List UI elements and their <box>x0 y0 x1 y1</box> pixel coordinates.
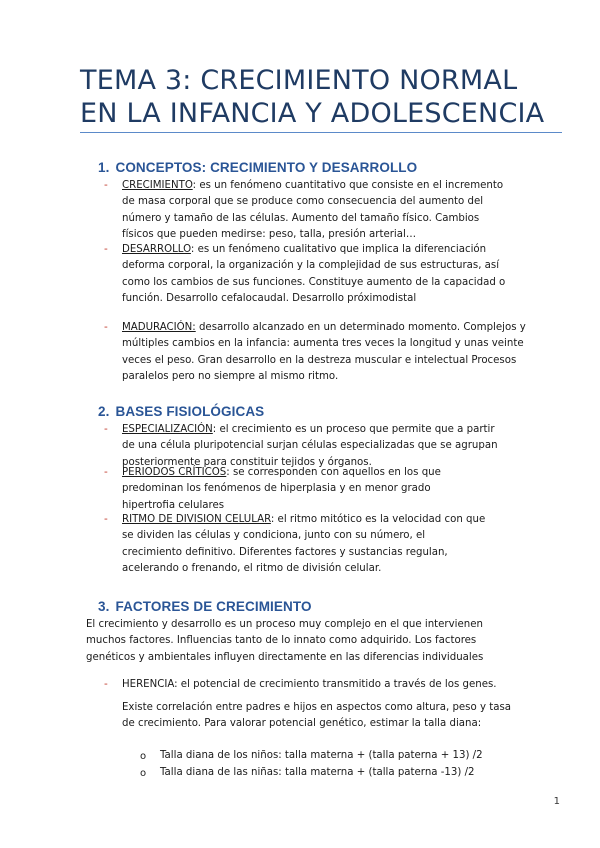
term-definition: : se corresponden con aquellos en los que predominan los fenómenos de hiperplasia y en menor grado hipertrofia celulares <box>122 467 441 511</box>
page-title: TEMA 3: CRECIMIENTO NORMAL EN LA INFANCIA Y ADOLESCENCIA <box>80 65 545 129</box>
section-number: 1. <box>98 160 110 175</box>
section-title: CONCEPTOS: CRECIMIENTO Y DESARROLLO <box>115 160 418 175</box>
term-definition: desarrollo alcanzado en un determinado momento. Complejos y múltiples cambios en la infancia: aumenta tres veces la longitud y unas veinte veces el peso. Gran desarrollo en la destreza muscular e intelectual Procesos paralelos pero no siempre al mismo ritmo. <box>122 322 526 383</box>
section-number: 3. <box>98 599 110 614</box>
herencia-detail: Existe correlación entre padres e hijos en aspectos como altura, peso y tasa de crecimiento. Para valorar potencial genético, estimar la talla diana: <box>122 702 512 730</box>
list-item <box>122 422 502 471</box>
list-item <box>122 320 542 386</box>
term-label: DESARROLLO <box>122 244 191 255</box>
term-label: ESPECIALIZACIÓN <box>122 424 213 435</box>
bullet-marker: - <box>104 466 108 478</box>
bullet-marker: - <box>104 321 108 333</box>
term-label: RITMO DE DIVISION CELULAR <box>122 514 271 525</box>
term-definition: : es un fenómeno cuantitativo que consiste en el incremento de masa corporal que se produce como consecuencia del aumento del número y tamaño de las células. Aumento del tamaño físico. Cambios físicos que pueden medirse: peso, talla, presión arterial… <box>122 180 504 241</box>
list-item <box>122 178 507 244</box>
bullet-marker: - <box>104 179 108 191</box>
section-heading-2 <box>98 404 264 419</box>
term-definition: : es un fenómeno cualitativo que implica la diferenciación deforma corporal, la organización y la complejidad de sus estructuras, así como los cambios de sus funciones. Constituye aumento de la capacidad o función. Desarrollo cefalocaudal. Desarrollo próximodistal <box>122 244 506 305</box>
list-item <box>122 512 487 578</box>
term-definition: : el ritmo mitótico es la velocidad con que se dividen las células y condiciona, junto con su número, el crecimiento definitivo. Diferentes factores y sustancias regulan, acelerando o frenando, el ritmo de división celular. <box>122 514 486 575</box>
list-item <box>122 465 462 514</box>
term-label: PERIODOS CRÍTICOS <box>122 467 227 478</box>
bullet-marker: - <box>104 513 108 525</box>
section-heading-1 <box>98 160 417 175</box>
section-title: FACTORES DE CRECIMIENTO <box>115 599 312 614</box>
term-label: MADURACIÓN: <box>122 322 196 333</box>
page-number: 1 <box>553 796 560 807</box>
list-item <box>122 242 507 308</box>
sub-bullet-marker: o <box>140 768 147 779</box>
section-intro: El crecimiento y desarrollo es un proceso muy complejo en el que intervienen muchos factores. Influencias tanto de lo innato como adquirido. Los factores genéticos y ambientales influyen directamente en las diferencias individuales <box>86 619 484 663</box>
sub-list-item: Talla diana de los niños: talla materna + (talla paterna + 13) /2 <box>160 750 483 761</box>
section-number: 2. <box>98 404 110 419</box>
bullet-marker: - <box>104 678 108 690</box>
sub-bullet-marker: o <box>140 751 147 762</box>
bullet-marker: - <box>104 423 108 435</box>
bullet-marker: - <box>104 243 108 255</box>
term-definition: : el crecimiento es un proceso que permite que a partir de una célula pluripotencial surjan células especializadas que se agrupan posteriormente para constituir tejidos y órganos. <box>122 424 498 468</box>
section-title: BASES FISIOLÓGICAS <box>115 404 265 419</box>
herencia-item: HERENCIA: el potencial de crecimiento transmitido a través de los genes. <box>122 679 497 690</box>
title-underline <box>80 132 562 133</box>
section-heading-3 <box>98 599 312 614</box>
sub-list-item: Talla diana de las niñas: talla materna + (talla paterna -13) /2 <box>160 767 475 778</box>
term-label: CRECIMIENTO <box>122 180 193 191</box>
